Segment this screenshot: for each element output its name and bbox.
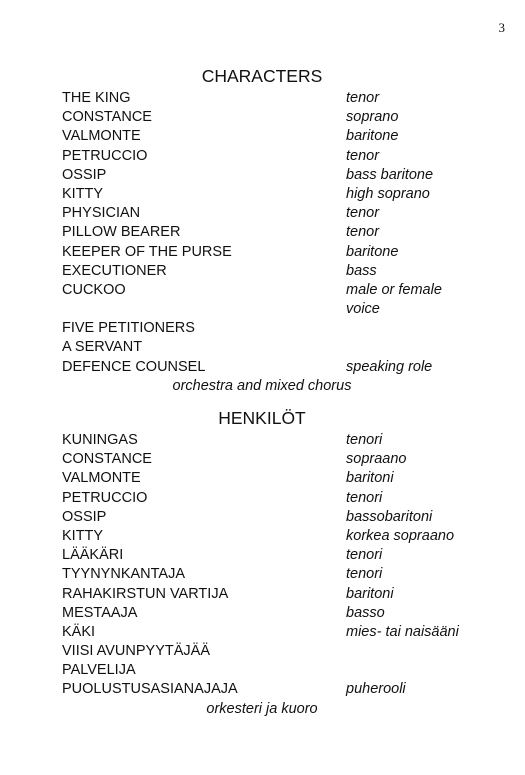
voice-type: tenor	[346, 224, 380, 241]
role-name: VALMONTE	[62, 470, 141, 487]
character-row	[62, 185, 462, 204]
characters-list	[62, 89, 462, 377]
role-name: LÄÄKÄRI	[62, 547, 124, 564]
voice-type: high soprano	[346, 185, 430, 202]
character-row	[62, 127, 462, 146]
character-row	[62, 489, 462, 508]
role-name: VALMONTE	[62, 128, 141, 145]
character-row	[62, 565, 462, 584]
character-row	[62, 262, 462, 281]
character-row	[62, 338, 462, 357]
characters-title: CHARACTERS	[201, 66, 323, 86]
character-row	[62, 431, 462, 450]
role-name: DEFENCE COUNSEL	[62, 358, 206, 375]
page-number: 3	[498, 20, 505, 35]
role-name: OSSIP	[62, 508, 107, 525]
role-name: PALVELIJA	[62, 662, 136, 679]
voice-type: baritone	[346, 128, 399, 145]
ensemble-note: orkesteri ja kuoro	[206, 700, 318, 717]
voice-type: mies- tai naisääni	[346, 623, 459, 640]
voice-type: baritoni	[346, 585, 394, 602]
character-row	[62, 680, 462, 699]
voice-type: bass	[346, 262, 377, 279]
role-name: PETRUCCIO	[62, 489, 148, 506]
character-row	[62, 508, 462, 527]
role-name: PUOLUSTUSASIANAJAJA	[62, 681, 238, 698]
voice-type: male or female voice	[346, 281, 442, 318]
voice-type: soprano	[346, 109, 399, 126]
voice-type: sopraano	[346, 451, 407, 468]
henkilot-title: HENKILÖT	[218, 408, 306, 428]
character-row	[62, 623, 462, 642]
voice-type: korkea sopraano	[346, 527, 455, 544]
role-name: PILLOW BEARER	[62, 224, 181, 241]
henkilot-section	[62, 408, 462, 719]
role-name: FIVE PETITIONERS	[62, 320, 195, 337]
voice-type: tenor	[346, 205, 380, 222]
characters-section	[62, 66, 462, 396]
voice-type: tenori	[346, 566, 383, 583]
character-row	[62, 319, 462, 338]
voice-type: puherooli	[346, 681, 406, 698]
voice-type: bass baritone	[346, 166, 434, 183]
role-name: OSSIP	[62, 166, 107, 183]
character-row	[62, 108, 462, 127]
voice-type: bassobaritoni	[346, 508, 433, 525]
role-name: KEEPER OF THE PURSE	[62, 243, 232, 260]
voice-type: tenori	[346, 489, 383, 506]
role-name: PETRUCCIO	[62, 147, 148, 164]
character-row	[62, 147, 462, 166]
role-name: CONSTANCE	[62, 109, 152, 126]
character-row	[62, 204, 462, 223]
character-row	[62, 546, 462, 565]
voice-type: tenori	[346, 547, 383, 564]
character-row	[62, 450, 462, 469]
voice-type: tenori	[346, 432, 383, 448]
character-row	[62, 642, 462, 661]
role-name: MESTAAJA	[62, 604, 138, 621]
role-name: CONSTANCE	[62, 451, 152, 468]
character-row	[62, 585, 462, 604]
role-name: PHYSICIAN	[62, 205, 141, 222]
role-name: KÄKI	[62, 623, 96, 640]
role-name: KITTY	[62, 527, 104, 544]
role-name: VIISI AVUNPYYTÄJÄÄ	[62, 643, 211, 660]
role-name: A SERVANT	[62, 339, 143, 356]
character-row	[62, 166, 462, 185]
voice-type: baritone	[346, 243, 399, 260]
role-name: TYYNYNKANTAJA	[62, 566, 186, 583]
voice-type: basso	[346, 604, 385, 621]
role-name: RAHAKIRSTUN VARTIJA	[62, 585, 229, 602]
voice-type: tenor	[346, 90, 380, 106]
character-row	[62, 243, 462, 262]
character-row	[62, 281, 462, 319]
voice-type: tenor	[346, 147, 380, 164]
role-name: EXECUTIONER	[62, 262, 167, 279]
voice-type: baritoni	[346, 470, 394, 487]
character-row	[62, 469, 462, 488]
character-row	[62, 604, 462, 623]
voice-type: speaking role	[346, 358, 433, 375]
character-row	[62, 661, 462, 680]
character-row	[62, 89, 462, 108]
ensemble-note: orchestra and mixed chorus	[172, 377, 352, 394]
role-name: KITTY	[62, 185, 104, 202]
character-row	[62, 527, 462, 546]
role-name: CUCKOO	[62, 281, 126, 298]
character-row	[62, 223, 462, 242]
role-name: KUNINGAS	[62, 432, 138, 448]
role-name: THE KING	[62, 90, 131, 106]
henkilot-list	[62, 431, 462, 700]
character-row	[62, 358, 462, 377]
